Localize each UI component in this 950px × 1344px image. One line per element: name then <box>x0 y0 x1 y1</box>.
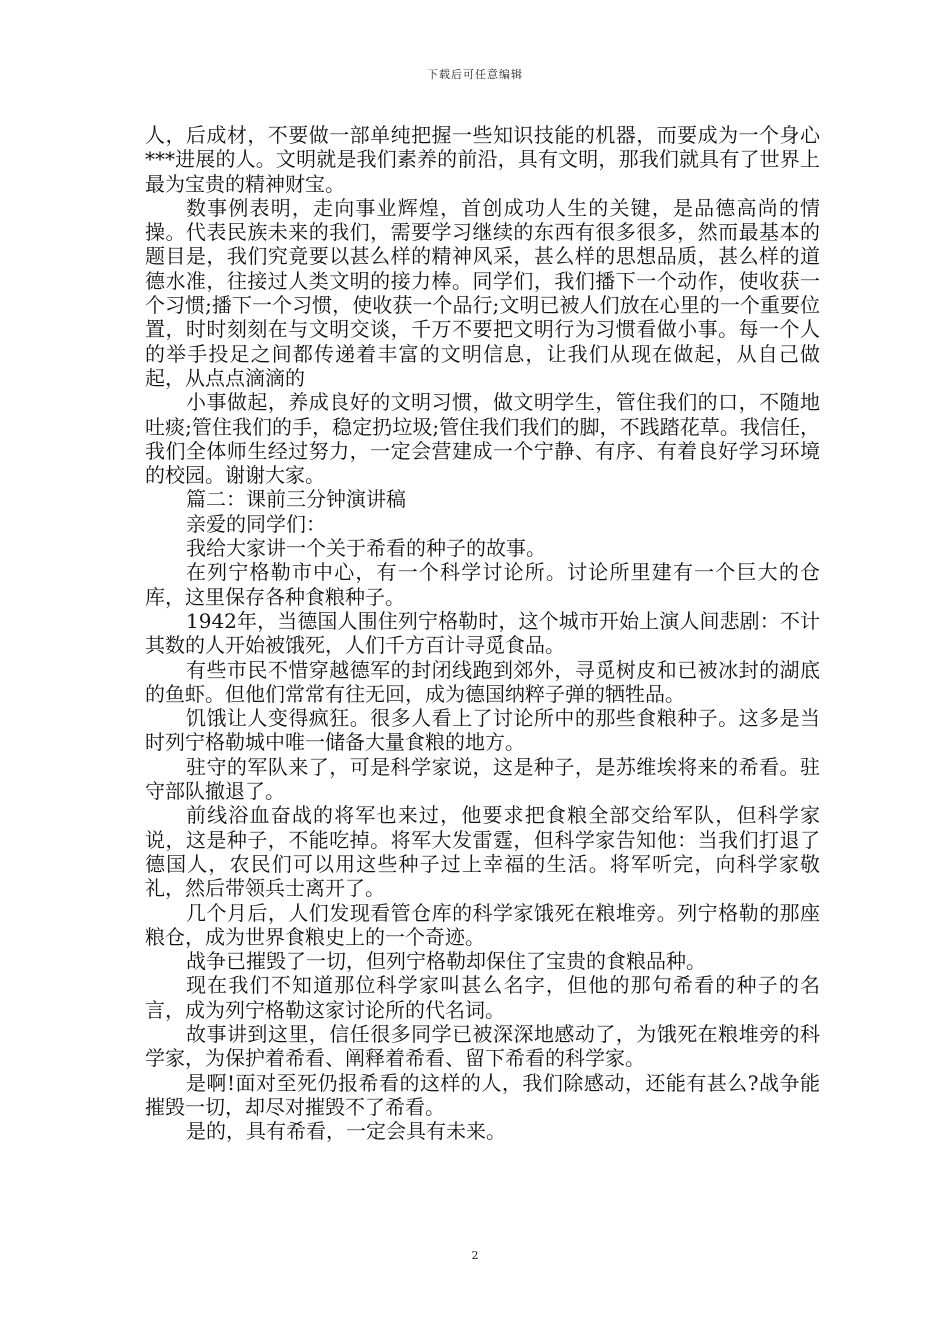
paragraph: 有些市民不惜穿越德军的封闭线跑到郊外，寻觅树皮和已被冰封的湖底的鱼虾。但他们常常有往无回，成为德国纳粹子弹的牺牲品。 <box>145 657 820 706</box>
paragraph: 是啊!面对至死仍报希看的这样的人，我们除感动，还能有甚么?战争能摧毁一切，却尽对摧毁不了希看。 <box>145 1070 820 1119</box>
paragraph: 故事讲到这里，信任很多同学已被深深地感动了，为饿死在粮堆旁的科学家，为保护着希看、阐释着希看、留下希看的科学家。 <box>145 1021 820 1071</box>
page-number: 2 <box>471 1249 479 1262</box>
document-body <box>145 123 820 1143</box>
paragraph: 在列宁格勒市中心，有一个科学讨论所。讨论所里建有一个巨大的仓库，这里保存各种食粮种子。 <box>145 560 820 609</box>
paragraph: 饥饿让人变得疯狂。很多人看上了讨论所中的那些食粮种子。这多是当时列宁格勒城中唯一储备大量食粮的地方。 <box>145 706 820 755</box>
paragraph: 我给大家讲一个关于希看的种子的故事。 <box>186 536 546 561</box>
paragraph: 数事例表明，走向事业辉煌，首创成功人生的关键，是品德高尚的情操。代表民族未来的我们，需要学习继续的东西有很多很多，然而最基本的题目是，我们究竟要以甚么样的精神风采，甚么样的思想品质，甚么样的道德水准，往接过人类文明的接力棒。同学们，我们播下一个动作，使收获一个习惯;播下一个习惯，使收获一个品行;文明已被人们放在心里的一个重要位置，时时刻刻在与文明交谈，千万不要把文明行为习惯看做小事。每一个人的举手投足之间都传递着丰富的文明信息，让我们从现在做起，从自己做起，从点点滴滴的 <box>145 195 820 390</box>
paragraph: 驻守的军队来了，可是科学家说，这是种子，是苏维埃将来的希看。驻守部队撤退了。 <box>145 754 820 804</box>
paragraph: 前线浴血奋战的将军也来过，他要求把食粮全部交给军队，但科学家说，这是种子，不能吃掉。将军大发雷霆，但科学家告知他：当我们打退了德国人，农民们可以用这些种子过上幸福的生活。将军听完，向科学家敬礼，然后带领兵士离开了。 <box>145 803 820 901</box>
paragraph: 现在我们不知道那位科学家叫甚么名字，但他的那句希看的种子的名言，成为列宁格勒这家讨论所的代名词。 <box>145 973 820 1022</box>
paragraph: 1942年，当德国人围住列宁格勒时，这个城市开始上演人间悲剧：不计其数的人开始被饿死，人们千方百计寻觅食品。 <box>145 608 820 658</box>
paragraph: 小事做起，养成良好的文明习惯，做文明学生，管住我们的口，不随地吐痰;管住我们的手，稳定扔垃圾;管住我们我们的脚，不践踏花草。我信任，我们全体师生经过努力，一定会营建成一个宁静、有序、有着良好学习环境的校园。谢谢大家。 <box>145 390 820 488</box>
paragraph: 战争已摧毁了一切，但列宁格勒却保住了宝贵的食粮品种。 <box>186 949 706 974</box>
paragraph: 人，后成材，不要做一部单纯把握一些知识技能的机器，而要成为一个身心***进展的人。文明就是我们素养的前沿，具有文明，那我们就具有了世界上最为宝贵的精神财宝。 <box>145 123 820 196</box>
paragraph: 亲爱的同学们： <box>186 511 326 536</box>
paragraph: 几个月后，人们发现看管仓库的科学家饿死在粮堆旁。列宁格勒的那座粮仓，成为世界食粮史上的一个奇迹。 <box>145 900 820 949</box>
page-header: 下载后可任意编辑 <box>427 68 523 81</box>
paragraph: 篇二：课前三分钟演讲稿 <box>186 487 406 512</box>
paragraph: 是的，具有希看，一定会具有未来。 <box>186 1119 506 1144</box>
